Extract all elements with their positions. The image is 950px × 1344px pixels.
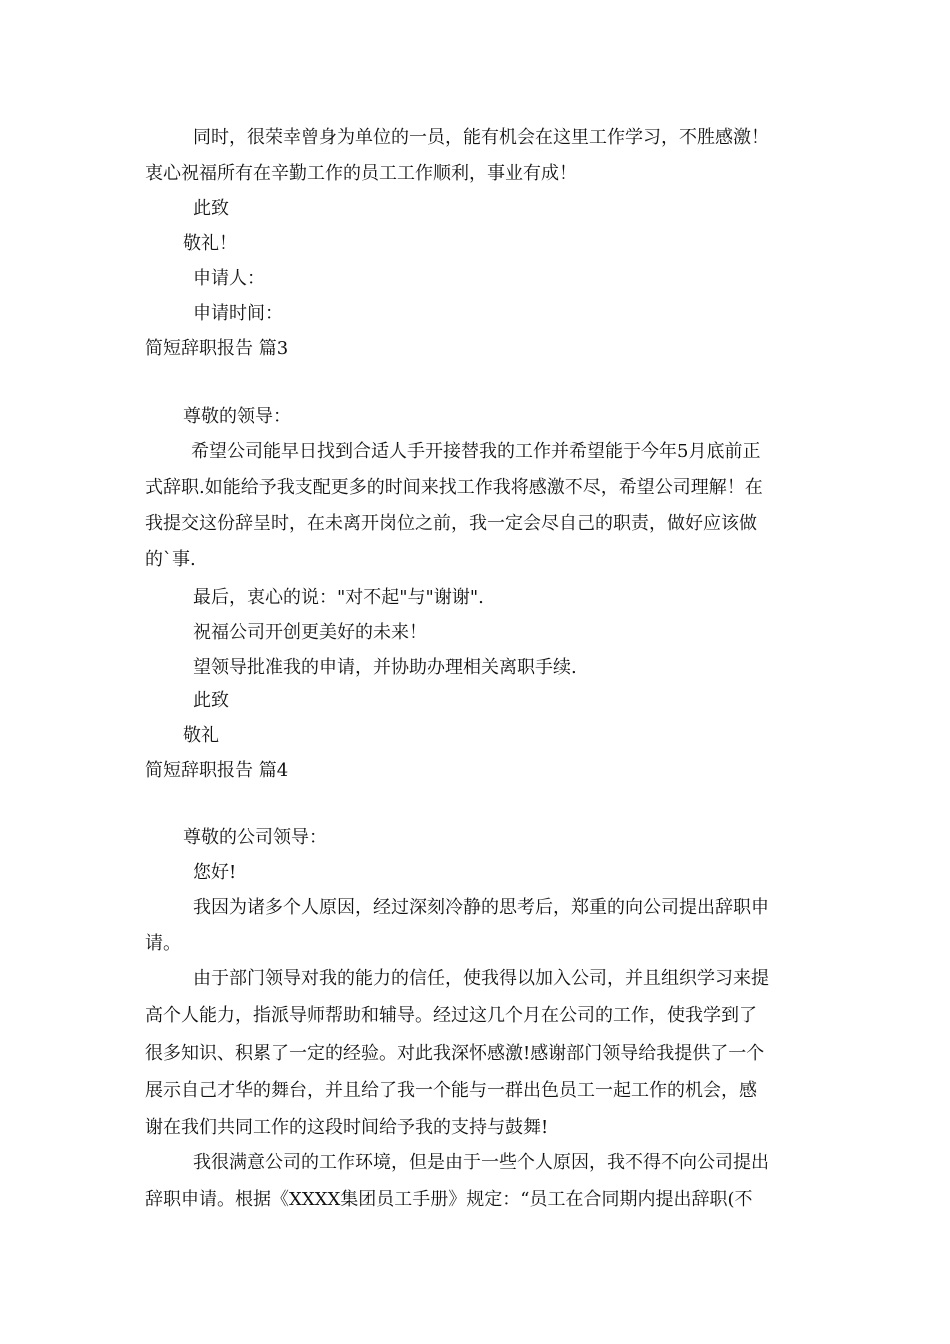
paragraph-line: 展示自己才华的舞台，并且给了我一个能与一群出色员工一起工作的机会，感 xyxy=(145,1080,757,1101)
paragraph-line: 式辞职.如能给予我支配更多的时间来找工作我将感激不尽，希望公司理解！在 xyxy=(145,477,763,498)
closing-line: 敬礼！ xyxy=(183,233,237,254)
paragraph-line: 辞职申请。根据《XXXX集团员工手册》规定：“员工在合同期内提出辞职(不 xyxy=(145,1189,753,1210)
paragraph-line: 的`事. xyxy=(145,549,196,570)
paragraph-line: 我因为诸多个人原因，经过深刻冷静的思考后，郑重的向公司提出辞职申 xyxy=(193,897,769,918)
section-heading: 简短辞职报告 篇4 xyxy=(145,760,289,781)
closing-line: 此致 xyxy=(193,198,229,219)
paragraph-line: 请。 xyxy=(145,933,181,954)
salutation: 尊敬的公司领导： xyxy=(183,827,327,848)
paragraph-line: 同时，很荣幸曾身为单位的一员，能有机会在这里工作学习，不胜感激！ xyxy=(193,127,769,148)
section-heading: 简短辞职报告 篇3 xyxy=(145,338,289,359)
paragraph-line: 高个人能力，指派导师帮助和辅导。经过这几个月在公司的工作，使我学到了 xyxy=(145,1005,757,1026)
paragraph-line: 希望公司能早日找到合适人手开接替我的工作并希望能于今年5月底前正 xyxy=(191,441,761,462)
date-line: 申请时间： xyxy=(193,303,283,324)
paragraph-line: 祝福公司开创更美好的未来！ xyxy=(193,622,427,643)
salutation: 尊敬的领导： xyxy=(183,406,291,427)
closing-line: 敬礼 xyxy=(183,725,219,746)
closing-line: 此致 xyxy=(193,690,229,711)
paragraph-line: 望领导批准我的申请，并协助办理相关离职手续. xyxy=(193,657,577,678)
paragraph-line: 谢在我们共同工作的这段时间给予我的支持与鼓舞! xyxy=(145,1117,549,1138)
paragraph-line: 很多知识、积累了一定的经验。对此我深怀感激!感谢部门领导给我提供了一个 xyxy=(145,1043,765,1064)
paragraph-line: 由于部门领导对我的能力的信任，使我得以加入公司，并且组织学习来提 xyxy=(193,968,769,989)
greeting: 您好! xyxy=(193,862,237,883)
paragraph-line: 我提交这份辞呈时，在未离开岗位之前，我一定会尽自己的职责，做好应该做 xyxy=(145,513,757,534)
paragraph-line: 最后，衷心的说："对不起"与"谢谢". xyxy=(193,587,484,608)
signature-line: 申请人： xyxy=(193,268,265,289)
paragraph-line: 衷心祝福所有在辛勤工作的员工工作顺利，事业有成！ xyxy=(145,163,577,184)
paragraph-line: 我很满意公司的工作环境，但是由于一些个人原因，我不得不向公司提出 xyxy=(193,1152,769,1173)
